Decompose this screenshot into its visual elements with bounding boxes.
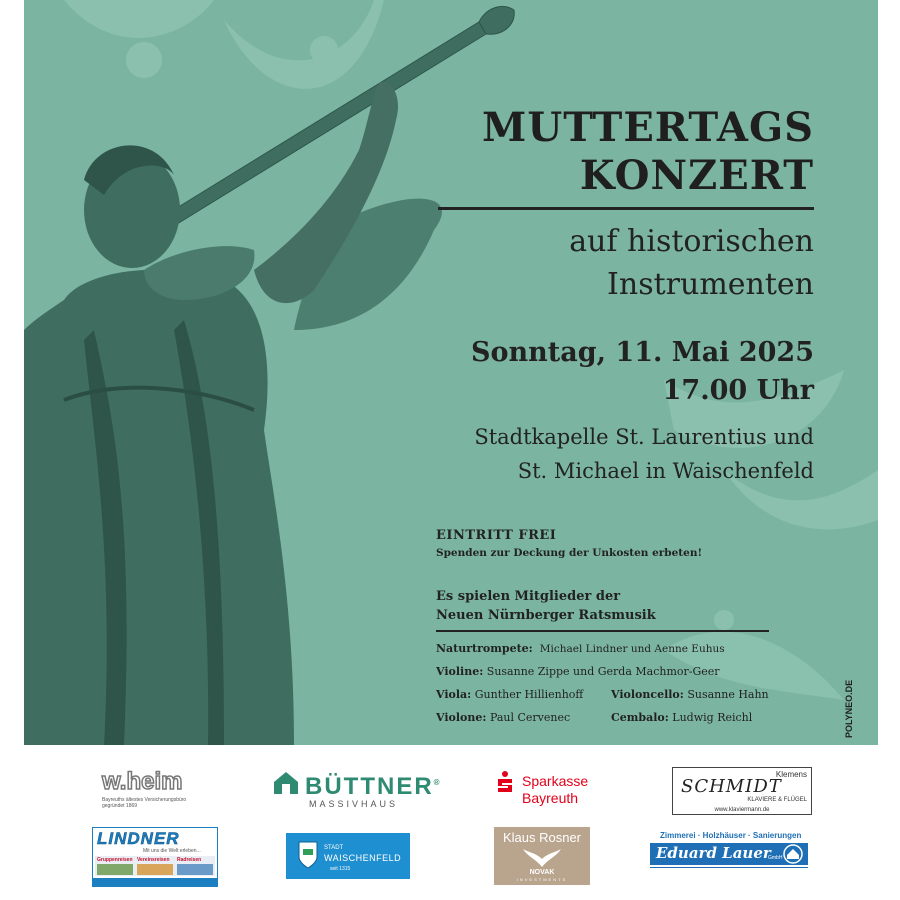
concert-subtitle — [569, 220, 814, 306]
sponsor-area — [0, 745, 900, 900]
rosner-small: INVESTMENTS — [516, 877, 568, 882]
rosner-sub: NOVAK — [529, 869, 555, 876]
wheim-logo[interactable] — [102, 769, 212, 819]
venue-line-1: Stadtkapelle St. Laurentius und — [474, 425, 814, 449]
schmidt-url: www.klaviermann.de — [714, 807, 770, 813]
subtitle-line-2: Instrumenten — [607, 267, 814, 302]
buettner-logo[interactable] — [273, 769, 442, 819]
musician-names: Ludwig Reichl — [672, 711, 753, 724]
lauer-logo[interactable] — [650, 831, 810, 881]
musician-row — [436, 688, 583, 701]
lindner-tagline: Mit uns die Welt erleben... — [143, 848, 201, 854]
poster-credit — [842, 660, 856, 740]
players-divider — [436, 630, 769, 632]
wheim-tagline: Bayreuths ältestes Versicherungsbüro gegründet 1869 — [102, 797, 187, 809]
concert-datetime — [471, 334, 814, 410]
lauer-address — [650, 867, 808, 876]
musician-names: Gunther Hillienhoff — [474, 688, 584, 701]
rosner-name: Klaus Rosner — [502, 830, 582, 845]
lauer-name: Eduard Lauer — [656, 844, 771, 862]
waischenfeld-line-2: WAISCHENFELD — [324, 853, 402, 863]
waischenfeld-since: seit 1315 — [330, 866, 351, 872]
lindner-logo[interactable] — [92, 827, 218, 887]
subtitle-line-1: auf historischen — [569, 224, 814, 259]
credit-text: POLYNEO.DE — [844, 679, 854, 738]
musician-names: Susanne Zippe und Gerda Machmor-Geer — [486, 665, 720, 678]
schmidt-logo[interactable] — [672, 767, 812, 815]
musician-row — [611, 711, 752, 724]
venue-line-2: St. Michael in Waischenfeld — [517, 459, 814, 483]
sparkasse-line-2: Bayreuth — [522, 790, 579, 806]
lauer-banner — [650, 843, 808, 865]
musician-row — [436, 711, 570, 724]
buettner-sub: MASSIVHAUS — [309, 799, 399, 809]
sparkasse-logo[interactable] — [496, 769, 606, 819]
rosner-logo[interactable] — [494, 827, 590, 885]
entry-note: Spenden zur Deckung der Unkosten erbeten! — [436, 547, 703, 559]
title-line-1: MUTTERTAGS — [482, 104, 814, 151]
players-heading — [436, 587, 656, 625]
entry-title: EINTRITT FREI — [436, 528, 557, 543]
house-circle-icon — [782, 844, 804, 864]
musician-names: Paul Cervenec — [489, 711, 571, 724]
lauer-top: Zimmerei · Holzhäuser · Sanierungen — [660, 831, 802, 840]
lindner-name: LINDNER — [97, 829, 180, 848]
musician-row — [436, 665, 720, 678]
lauer-small: GmbH — [768, 855, 783, 861]
concert-venue — [474, 420, 814, 488]
concert-title — [482, 104, 814, 200]
schmidt-first: Klemens — [775, 770, 807, 779]
lindner-item: Vereinsreisen — [137, 857, 170, 863]
sparkasse-s-icon — [496, 771, 514, 793]
lindner-item: Radreisen — [177, 857, 202, 863]
wheim-name: w.heim — [102, 768, 183, 795]
lindner-item: Gruppenreisen — [97, 857, 133, 863]
waischenfeld-line-1: STADT — [324, 845, 344, 851]
coat-of-arms-icon — [298, 841, 318, 869]
instrument-label: Viola: — [436, 688, 472, 701]
title-line-2: KONZERT — [579, 152, 814, 199]
schmidt-name: SCHMIDT — [681, 776, 782, 797]
lindner-photos — [95, 856, 215, 876]
wings-icon — [522, 847, 562, 869]
players-line-2: Neuen Nürnberger Ratsmusik — [436, 608, 656, 623]
musician-names: Michael Lindner und Aenne Euhus — [539, 643, 725, 655]
schmidt-sub: KLAVIERE & FLÜGEL — [747, 797, 807, 803]
musician-names: Susanne Hahn — [687, 688, 769, 701]
instrument-label: Violone: — [436, 711, 487, 724]
title-divider — [438, 207, 814, 210]
sparkasse-text — [522, 773, 588, 807]
waischenfeld-logo[interactable] — [286, 833, 410, 879]
sparkasse-line-1: Sparkasse — [522, 773, 589, 789]
musician-row — [436, 642, 725, 655]
musician-row — [611, 688, 769, 701]
concert-time: 17.00 Uhr — [662, 375, 814, 406]
concert-date: Sonntag, 11. Mai 2025 — [471, 337, 814, 368]
instrument-label: Violoncello: — [611, 688, 684, 701]
instrument-label: Naturtrompete: — [436, 642, 533, 655]
house-icon — [273, 771, 299, 795]
buettner-name: BÜTTNER® — [305, 773, 442, 800]
instrument-label: Cembalo: — [611, 711, 669, 724]
concert-poster — [24, 0, 878, 745]
instrument-label: Violine: — [436, 665, 484, 678]
players-line-1: Es spielen Mitglieder der — [436, 589, 621, 604]
